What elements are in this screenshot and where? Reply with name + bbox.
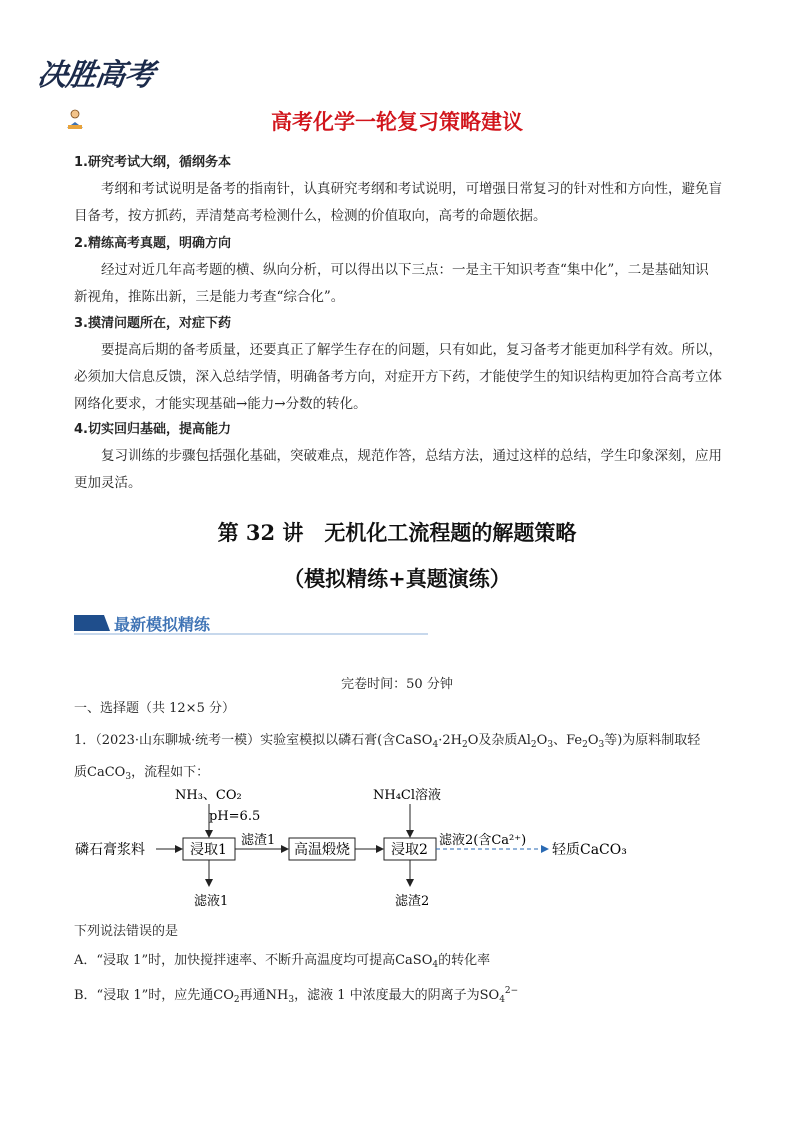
section-heading: 4.切实回归基础，提高能力	[74, 422, 231, 437]
banner-label: 最新模拟精练	[114, 615, 211, 634]
question-ask: 下列说法错误的是	[74, 924, 179, 939]
lecture-title: 第 32 讲 无机化工流程题的解题策略	[217, 520, 577, 545]
flow-reagent1: NH₃、CO₂	[175, 788, 242, 803]
flow-input: 磷石膏浆料	[75, 842, 145, 858]
flow-arrow-label: 滤渣1	[241, 833, 276, 848]
flow-ph: pH=6.5	[209, 809, 261, 824]
flow-out2: 滤渣2	[395, 894, 430, 909]
stem-text: ，流程如下：	[131, 765, 210, 780]
formula-caso4: $CaSO_4\cdot 2H_2O$	[395, 733, 479, 750]
section-banner	[74, 611, 428, 635]
section-body: 考纲和考试说明是备考的指南针，认真研究考纲和考试说明，可增强日常复习的针对性和方向性，避免盲目备考，按方抓药，弄清楚高考检测什么，检测的价值取向，高考的命题依据。	[74, 181, 722, 224]
option-a: A．“浸取 1”时，加快搅拌速率、不断升高温度均可提高CaSO$_4$的转化率	[74, 953, 491, 970]
logo-text: 决胜高考	[35, 58, 156, 93]
section-heading: 1.研究考试大纲，循纲务本	[74, 155, 231, 170]
section-body: 要提高后期的备考质量，还要真正了解学生存在的问题，只有如此，复习备考才能更加科学有效。所以，必须加大信息反馈，深入总结学情，明确备考方向，对症开方下药，才能使学生的知识结构更加符合高考立体网络化要求，才能实现基础→能力→分数的转化。	[74, 342, 722, 412]
page-title: 高考化学一轮复习策略建议	[271, 110, 523, 134]
stem-text: 等)为原料制取轻	[604, 733, 701, 748]
lecture-subtitle: （模拟精练+真题演练）	[283, 566, 511, 591]
flow-output: 轻质CaCO₃	[552, 842, 627, 858]
section-4	[74, 416, 722, 497]
section-body: 经过对近几年高考题的横、纵向分析，可以得出以下三点：一是主干知识考查“集中化”，二是基础知识新视角，推陈出新，三是能力考查“综合化”。	[74, 262, 709, 305]
section-3	[74, 310, 722, 418]
flow-box-label: 高温煅烧	[294, 842, 350, 858]
formula-caco3: CaCO$_3$	[87, 765, 132, 782]
stem-text: 质	[74, 765, 88, 780]
part-heading: 一、选择题（共 12×5 分）	[74, 701, 235, 716]
section-heading: 2.精练高考真题，明确方向	[74, 236, 231, 251]
flow-box-label: 浸取2	[391, 842, 428, 858]
flow-reagent2: NH₄Cl溶液	[373, 788, 442, 803]
flow-arrow-label: 滤液2(含Ca²⁺)	[439, 833, 527, 848]
formula-impurities: $Al_2O_3$、$Fe_2O_3$	[517, 733, 605, 750]
stem-text: 及杂质	[478, 733, 518, 748]
section-1	[74, 149, 722, 230]
stem-text: 1．（2023·山东聊城·统考一模）实验室模拟以磷石膏(含	[74, 733, 396, 748]
time-note: 完卷时间：50 分钟	[341, 677, 453, 692]
option-b: B．“浸取 1”时，应先通$CO_2$再通$NH_3$，滤液 1 中浓度最大的阴离子为$SO_4^{2-}$	[74, 986, 519, 1005]
section-2	[74, 230, 722, 311]
flow-out1: 滤液1	[194, 894, 229, 909]
flow-box-label: 浸取1	[190, 842, 227, 858]
process-flow-diagram	[70, 782, 670, 912]
section-heading: 3.摸清问题所在，对症下药	[74, 316, 231, 331]
section-body: 复习训练的步骤包括强化基础，突破难点，规范作答，总结方法，通过这样的总结，学生印象深刻，应用更加灵活。	[74, 448, 722, 491]
